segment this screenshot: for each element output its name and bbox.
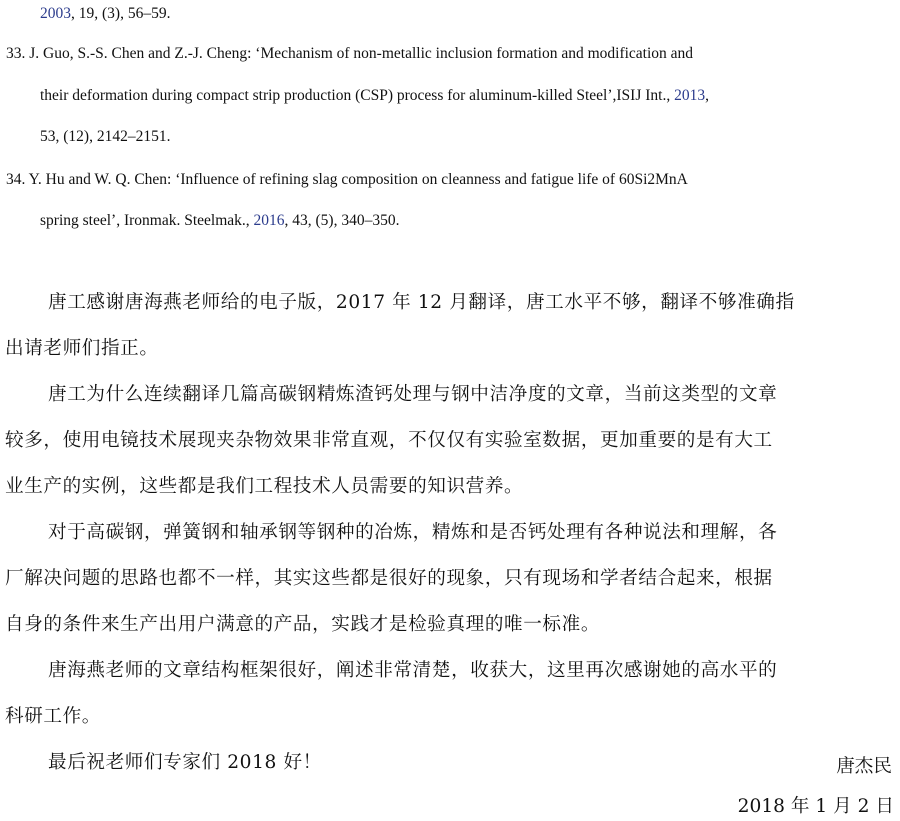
note-paragraph-3-line-2: 厂解决问题的思路也都不一样，其实这些都是很好的现象，只有现场和学者结合起来，根据 xyxy=(5,568,773,589)
note-paragraph-5-line-1: 最后祝老师们专家们 2018 好！ xyxy=(48,752,322,773)
reference-33-line-2-text: their deformation during compact strip production (CSP) process for aluminum-killed Steel’,ISIJ Int., xyxy=(40,87,675,104)
note-paragraph-1-line-2: 出请老师们指正。 xyxy=(5,338,159,359)
reference-34-line-2 xyxy=(40,200,399,241)
note-paragraph-1-line-1: 唐工感谢唐海燕老师给的电子版，2017 年 12 月翻译，唐工水平不够，翻译不够准确指 xyxy=(48,292,795,313)
note-paragraph-2-line-2: 较多，使用电镜技术展现夹杂物效果非常直观，不仅仅有实验室数据，更加重要的是有大工 xyxy=(5,430,773,451)
reference-32-rest: , 19, (3), 56–59. xyxy=(71,5,171,22)
reference-34-line-2-text: spring steel’, Ironmak. Steelmak., xyxy=(40,212,254,229)
reference-34-line-1: 34. Y. Hu and W. Q. Chen: ‘Influence of refining slag composition on cleanness and fatigue life of 60Si2MnA xyxy=(6,171,688,188)
reference-33-line-1: 33. J. Guo, S.-S. Chen and Z.-J. Cheng: ‘Mechanism of non-metallic inclusion formation and modification and xyxy=(6,45,694,62)
signature-date: 2018 年 1 月 2 日 xyxy=(737,796,894,817)
reference-34-line-2-post: , 43, (5), 340–350. xyxy=(284,212,400,229)
reference-32-tail xyxy=(40,0,170,34)
note-paragraph-3-line-3: 自身的条件来生产出用户满意的产品，实践才是检验真理的唯一标准。 xyxy=(5,614,601,635)
note-paragraph-2-line-3: 业生产的实例，这些都是我们工程技术人员需要的知识营养。 xyxy=(5,476,524,497)
signature-name: 唐杰民 xyxy=(836,756,892,777)
reference-32-year: 2003 xyxy=(40,5,71,22)
note-paragraph-3-line-1: 对于高碳钢，弹簧钢和轴承钢等钢种的冶炼，精炼和是否钙处理有各种说法和理解，各 xyxy=(48,522,778,543)
reference-33-line-2 xyxy=(40,75,709,116)
note-paragraph-4-line-2: 科研工作。 xyxy=(5,706,101,727)
reference-33-year: 2013 xyxy=(674,87,706,104)
reference-33-line-3: 53, (12), 2142–2151. xyxy=(40,128,171,145)
note-paragraph-2-line-1: 唐工为什么连续翻译几篇高碳钢精炼渣钙处理与钢中洁净度的文章，当前这类型的文章 xyxy=(48,384,778,405)
reference-33-line-2-post: , xyxy=(705,87,709,104)
reference-34-year: 2016 xyxy=(253,212,285,229)
note-paragraph-4-line-1: 唐海燕老师的文章结构框架很好，阐述非常清楚，收获大，这里再次感谢她的高水平的 xyxy=(48,660,778,681)
